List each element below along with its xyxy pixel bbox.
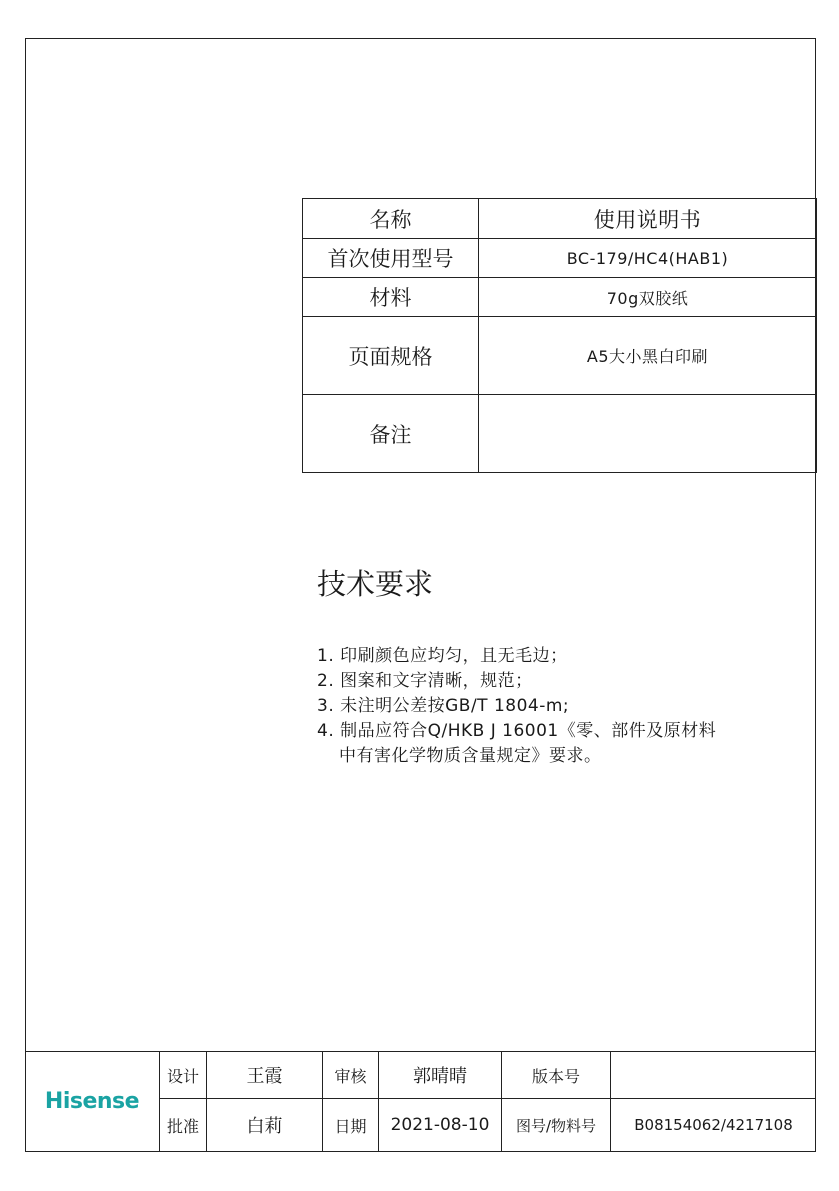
title-block (25, 1051, 816, 1151)
requirement-item: 3. 未注明公差按GB/T 1804-m; (317, 696, 570, 716)
spec-label: 名称 (303, 199, 479, 239)
review-label: 审核 (323, 1052, 379, 1099)
title-block-row-1 (25, 1052, 816, 1099)
spec-value: A5大小黑白印刷 (479, 317, 817, 395)
spec-label: 材料 (303, 278, 479, 317)
requirement-item: 4. 制品应符合Q/HKB J 16001《零、部件及原材料 (317, 721, 717, 741)
spec-row-remarks (303, 395, 817, 473)
spec-value: BC-179/HC4(HAB1) (479, 239, 817, 278)
spec-row-material (303, 278, 817, 317)
spec-value (479, 395, 817, 473)
version-label: 版本号 (502, 1052, 611, 1099)
version-value (611, 1052, 817, 1099)
spec-row-page-spec (303, 317, 817, 395)
approve-value: 白莉 (207, 1099, 323, 1152)
design-value: 王霞 (207, 1052, 323, 1099)
date-label: 日期 (323, 1099, 379, 1152)
partno-label: 图号/物料号 (502, 1099, 611, 1152)
spec-row-model (303, 239, 817, 278)
tech-requirements-title: 技术要求 (317, 567, 434, 601)
tech-requirements-list (317, 644, 716, 769)
hisense-logo: Hisense (44, 1089, 140, 1114)
approve-label: 批准 (160, 1099, 207, 1152)
spec-table (302, 198, 817, 473)
spec-label: 备注 (303, 395, 479, 473)
spec-label: 首次使用型号 (303, 239, 479, 278)
partno-value: B08154062/4217108 (611, 1099, 817, 1152)
spec-label: 页面规格 (303, 317, 479, 395)
date-value: 2021-08-10 (379, 1099, 502, 1152)
review-value: 郭晴晴 (379, 1052, 502, 1099)
spec-row-name (303, 199, 817, 239)
spec-value: 70g双胶纸 (479, 278, 817, 317)
spec-value: 使用说明书 (479, 199, 817, 239)
brand-logo (25, 1052, 160, 1152)
requirement-item-continuation: 中有害化学物质含量规定》要求。 (339, 746, 602, 766)
requirement-item: 1. 印刷颜色应均匀，且无毛边； (317, 646, 568, 666)
requirement-item: 2. 图案和文字清晰，规范； (317, 671, 533, 691)
design-label: 设计 (160, 1052, 207, 1099)
